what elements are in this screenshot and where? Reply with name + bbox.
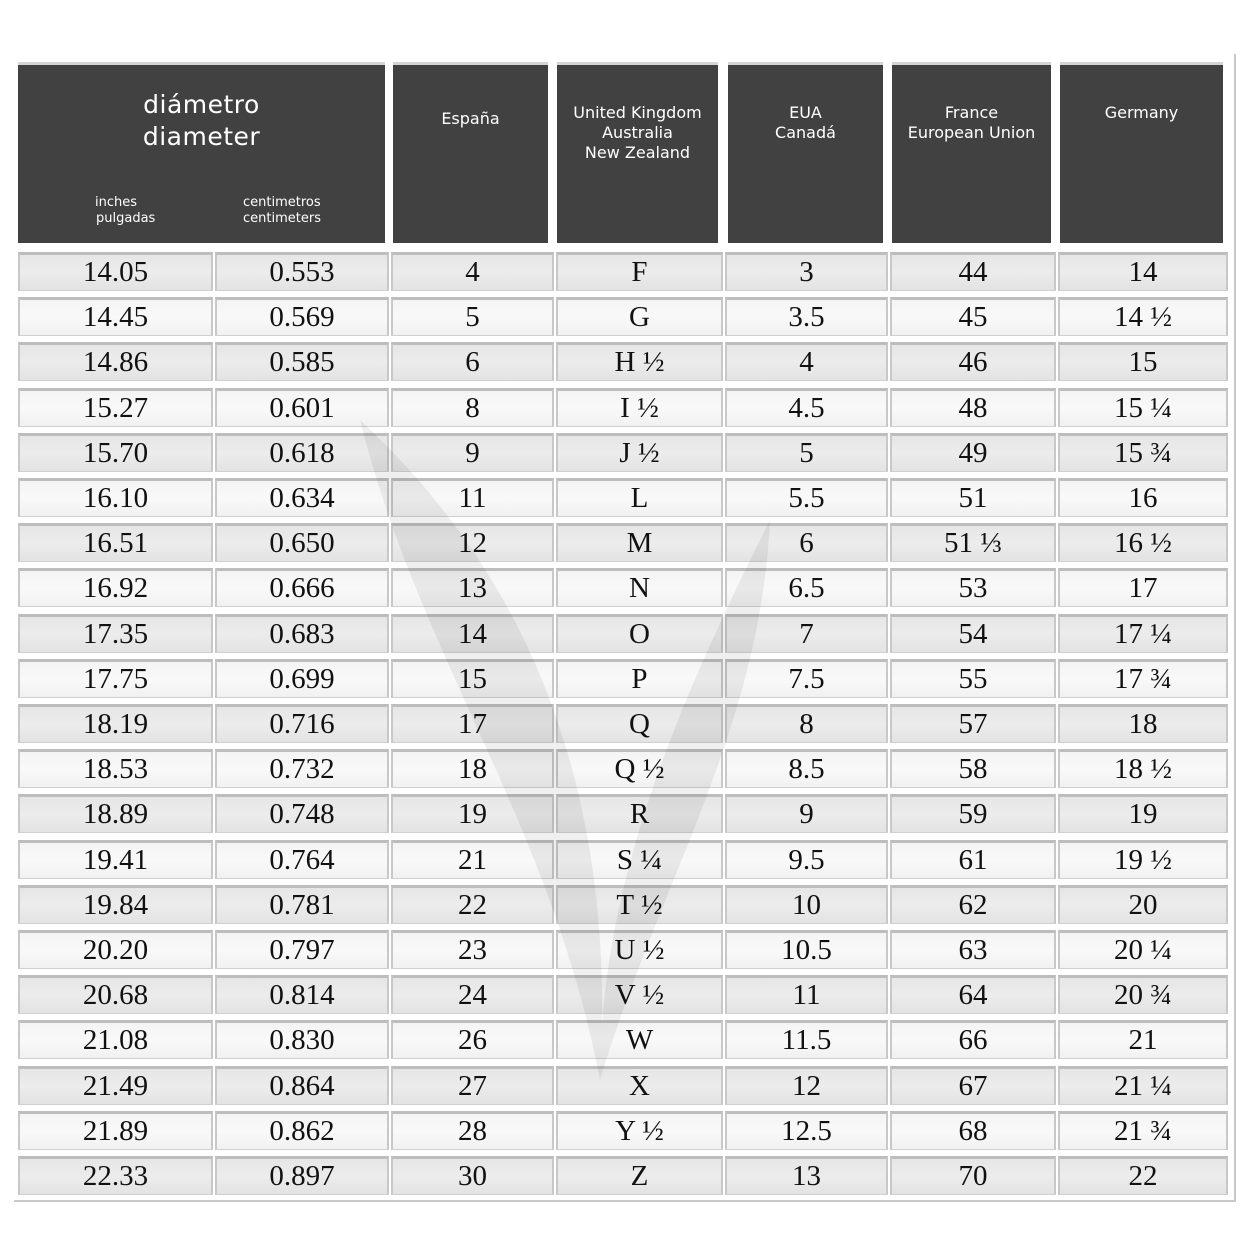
cell-germany: 14 ½ xyxy=(1058,297,1228,336)
diameter-title-es: diámetro xyxy=(143,90,260,119)
header-germany-line: Germany xyxy=(1104,103,1179,122)
cell-france: 61 xyxy=(890,840,1056,879)
cell-inches: 15.27 xyxy=(18,388,213,427)
diameter-title-en: diameter xyxy=(142,122,261,151)
table-row xyxy=(18,792,1228,837)
cell-germany: 20 ¼ xyxy=(1058,930,1228,969)
cell-usa: 4 xyxy=(725,342,888,381)
cell-uk: T ½ xyxy=(556,885,723,924)
table-row xyxy=(18,1154,1228,1199)
cell-inches: 19.41 xyxy=(18,840,213,879)
cell-cm: 0.601 xyxy=(215,388,389,427)
cell-france: 54 xyxy=(890,614,1056,653)
cm-label xyxy=(243,195,321,227)
table-row xyxy=(18,612,1228,657)
cell-germany: 21 xyxy=(1058,1020,1228,1059)
cell-usa: 12.5 xyxy=(725,1111,888,1150)
cell-france: 59 xyxy=(890,794,1056,833)
cell-uk: M xyxy=(556,523,723,562)
cell-france: 68 xyxy=(890,1111,1056,1150)
cell-spain: 17 xyxy=(391,704,554,743)
cell-cm: 0.830 xyxy=(215,1020,389,1059)
cell-uk: H ½ xyxy=(556,342,723,381)
cell-uk: X xyxy=(556,1066,723,1105)
cell-spain: 8 xyxy=(391,388,554,427)
table-row xyxy=(18,657,1228,702)
cell-usa: 11 xyxy=(725,975,888,1014)
cell-cm: 0.864 xyxy=(215,1066,389,1105)
cell-usa: 10 xyxy=(725,885,888,924)
cell-france: 63 xyxy=(890,930,1056,969)
header-usa-line: Canadá xyxy=(775,123,836,142)
cell-usa: 8.5 xyxy=(725,749,888,788)
table-row xyxy=(18,476,1228,521)
cell-inches: 14.86 xyxy=(18,342,213,381)
cell-germany: 16 xyxy=(1058,478,1228,517)
cell-france: 66 xyxy=(890,1020,1056,1059)
header-spain xyxy=(393,62,548,243)
cell-uk: R xyxy=(556,794,723,833)
cell-germany: 17 xyxy=(1058,568,1228,607)
cell-inches: 19.84 xyxy=(18,885,213,924)
cell-cm: 0.699 xyxy=(215,659,389,698)
cell-spain: 24 xyxy=(391,975,554,1014)
cell-france: 55 xyxy=(890,659,1056,698)
cell-germany: 18 xyxy=(1058,704,1228,743)
header-france-line: European Union xyxy=(907,123,1036,142)
cell-spain: 21 xyxy=(391,840,554,879)
cell-germany: 15 xyxy=(1058,342,1228,381)
cell-france: 45 xyxy=(890,297,1056,336)
table-row xyxy=(18,973,1228,1018)
cell-uk: P xyxy=(556,659,723,698)
cell-spain: 6 xyxy=(391,342,554,381)
cell-inches: 17.35 xyxy=(18,614,213,653)
cell-spain: 28 xyxy=(391,1111,554,1150)
table-row xyxy=(18,1109,1228,1154)
cell-usa: 11.5 xyxy=(725,1020,888,1059)
cell-usa: 3.5 xyxy=(725,297,888,336)
cell-cm: 0.797 xyxy=(215,930,389,969)
cell-cm: 0.650 xyxy=(215,523,389,562)
table-row xyxy=(18,1064,1228,1109)
cell-cm: 0.634 xyxy=(215,478,389,517)
cell-uk: O xyxy=(556,614,723,653)
cell-cm: 0.618 xyxy=(215,433,389,472)
cell-france: 46 xyxy=(890,342,1056,381)
table-row xyxy=(18,250,1228,295)
cell-inches: 15.70 xyxy=(18,433,213,472)
table-row xyxy=(18,883,1228,928)
cell-inches: 18.89 xyxy=(18,794,213,833)
cell-usa: 9 xyxy=(725,794,888,833)
cell-usa: 12 xyxy=(725,1066,888,1105)
cell-france: 53 xyxy=(890,568,1056,607)
table-row xyxy=(18,521,1228,566)
cell-cm: 0.683 xyxy=(215,614,389,653)
cell-cm: 0.666 xyxy=(215,568,389,607)
cell-uk: Q xyxy=(556,704,723,743)
header-germany xyxy=(1060,62,1223,243)
cell-inches: 21.89 xyxy=(18,1111,213,1150)
cell-germany: 16 ½ xyxy=(1058,523,1228,562)
header-uk-line: New Zealand xyxy=(584,143,691,162)
cell-france: 51 xyxy=(890,478,1056,517)
cell-uk: J ½ xyxy=(556,433,723,472)
cell-cm: 0.553 xyxy=(215,252,389,291)
cell-germany: 17 ¾ xyxy=(1058,659,1228,698)
cell-uk: L xyxy=(556,478,723,517)
cell-spain: 9 xyxy=(391,433,554,472)
cell-germany: 17 ¼ xyxy=(1058,614,1228,653)
cell-uk: I ½ xyxy=(556,388,723,427)
cell-uk: Z xyxy=(556,1156,723,1195)
cell-cm: 0.732 xyxy=(215,749,389,788)
table-row xyxy=(18,295,1228,340)
cell-spain: 22 xyxy=(391,885,554,924)
header-diameter xyxy=(18,62,385,243)
cell-spain: 15 xyxy=(391,659,554,698)
cell-spain: 12 xyxy=(391,523,554,562)
cell-uk: N xyxy=(556,568,723,607)
cell-inches: 20.20 xyxy=(18,930,213,969)
cell-spain: 14 xyxy=(391,614,554,653)
cell-cm: 0.897 xyxy=(215,1156,389,1195)
cell-spain: 30 xyxy=(391,1156,554,1195)
cell-germany: 19 ½ xyxy=(1058,840,1228,879)
cell-uk: Y ½ xyxy=(556,1111,723,1150)
table-row xyxy=(18,928,1228,973)
cell-spain: 11 xyxy=(391,478,554,517)
cell-usa: 7.5 xyxy=(725,659,888,698)
cell-spain: 27 xyxy=(391,1066,554,1105)
cell-spain: 4 xyxy=(391,252,554,291)
cell-inches: 16.51 xyxy=(18,523,213,562)
cell-cm: 0.781 xyxy=(215,885,389,924)
cell-france: 62 xyxy=(890,885,1056,924)
cell-france: 51 ⅓ xyxy=(890,523,1056,562)
cell-usa: 8 xyxy=(725,704,888,743)
cell-france: 64 xyxy=(890,975,1056,1014)
header-france-line: France xyxy=(944,103,999,122)
cell-usa: 5.5 xyxy=(725,478,888,517)
header-uk-line: United Kingdom xyxy=(573,103,702,122)
cell-germany: 14 xyxy=(1058,252,1228,291)
cell-cm: 0.748 xyxy=(215,794,389,833)
cell-germany: 20 xyxy=(1058,885,1228,924)
inches-label-es: pulgadas xyxy=(96,211,156,226)
cell-inches: 16.10 xyxy=(18,478,213,517)
cell-usa: 6.5 xyxy=(725,568,888,607)
cell-inches: 21.08 xyxy=(18,1020,213,1059)
cell-germany: 21 ¼ xyxy=(1058,1066,1228,1105)
cell-cm: 0.716 xyxy=(215,704,389,743)
cell-germany: 20 ¾ xyxy=(1058,975,1228,1014)
header-usa xyxy=(728,62,883,243)
cell-inches: 20.68 xyxy=(18,975,213,1014)
cell-germany: 19 xyxy=(1058,794,1228,833)
cell-inches: 18.53 xyxy=(18,749,213,788)
cell-france: 44 xyxy=(890,252,1056,291)
cell-germany: 21 ¾ xyxy=(1058,1111,1228,1150)
cell-cm: 0.585 xyxy=(215,342,389,381)
cell-usa: 13 xyxy=(725,1156,888,1195)
header-france xyxy=(892,62,1051,243)
cell-germany: 15 ¾ xyxy=(1058,433,1228,472)
inches-label xyxy=(95,195,155,227)
cell-cm: 0.569 xyxy=(215,297,389,336)
cell-inches: 17.75 xyxy=(18,659,213,698)
cell-inches: 16.92 xyxy=(18,568,213,607)
cell-spain: 18 xyxy=(391,749,554,788)
cell-usa: 5 xyxy=(725,433,888,472)
cell-france: 67 xyxy=(890,1066,1056,1105)
cell-cm: 0.764 xyxy=(215,840,389,879)
diameter-title xyxy=(18,89,385,153)
header-uk-line: Australia xyxy=(602,123,673,142)
cm-label-en: centimeters xyxy=(243,211,321,226)
cell-france: 70 xyxy=(890,1156,1056,1195)
cell-uk: W xyxy=(556,1020,723,1059)
table-row xyxy=(18,1018,1228,1063)
header-usa-line: EUA xyxy=(789,103,822,122)
cell-uk: V ½ xyxy=(556,975,723,1014)
cell-usa: 6 xyxy=(725,523,888,562)
cell-inches: 18.19 xyxy=(18,704,213,743)
cell-usa: 10.5 xyxy=(725,930,888,969)
cm-label-es: centimetros xyxy=(243,195,321,210)
table-row xyxy=(18,340,1228,385)
table-row xyxy=(18,702,1228,747)
cell-inches: 14.05 xyxy=(18,252,213,291)
cell-spain: 19 xyxy=(391,794,554,833)
cell-spain: 26 xyxy=(391,1020,554,1059)
cell-france: 48 xyxy=(890,388,1056,427)
cell-france: 49 xyxy=(890,433,1056,472)
cell-spain: 23 xyxy=(391,930,554,969)
cell-uk: S ¼ xyxy=(556,840,723,879)
cell-inches: 21.49 xyxy=(18,1066,213,1105)
cell-spain: 13 xyxy=(391,568,554,607)
inches-label-en: inches xyxy=(95,195,138,210)
cell-uk: U ½ xyxy=(556,930,723,969)
cell-uk: F xyxy=(556,252,723,291)
cell-usa: 4.5 xyxy=(725,388,888,427)
cell-germany: 15 ¼ xyxy=(1058,388,1228,427)
cell-cm: 0.862 xyxy=(215,1111,389,1150)
cell-germany: 18 ½ xyxy=(1058,749,1228,788)
table-row xyxy=(18,838,1228,883)
header-uk xyxy=(557,62,718,243)
cell-germany: 22 xyxy=(1058,1156,1228,1195)
cell-usa: 3 xyxy=(725,252,888,291)
cell-france: 58 xyxy=(890,749,1056,788)
table-row xyxy=(18,431,1228,476)
cell-inches: 22.33 xyxy=(18,1156,213,1195)
header-spain-line: España xyxy=(441,109,500,128)
cell-uk: Q ½ xyxy=(556,749,723,788)
cell-inches: 14.45 xyxy=(18,297,213,336)
cell-usa: 7 xyxy=(725,614,888,653)
cell-uk: G xyxy=(556,297,723,336)
cell-cm: 0.814 xyxy=(215,975,389,1014)
cell-france: 57 xyxy=(890,704,1056,743)
table-row xyxy=(18,386,1228,431)
cell-usa: 9.5 xyxy=(725,840,888,879)
table-row xyxy=(18,566,1228,611)
table-row xyxy=(18,747,1228,792)
cell-spain: 5 xyxy=(391,297,554,336)
